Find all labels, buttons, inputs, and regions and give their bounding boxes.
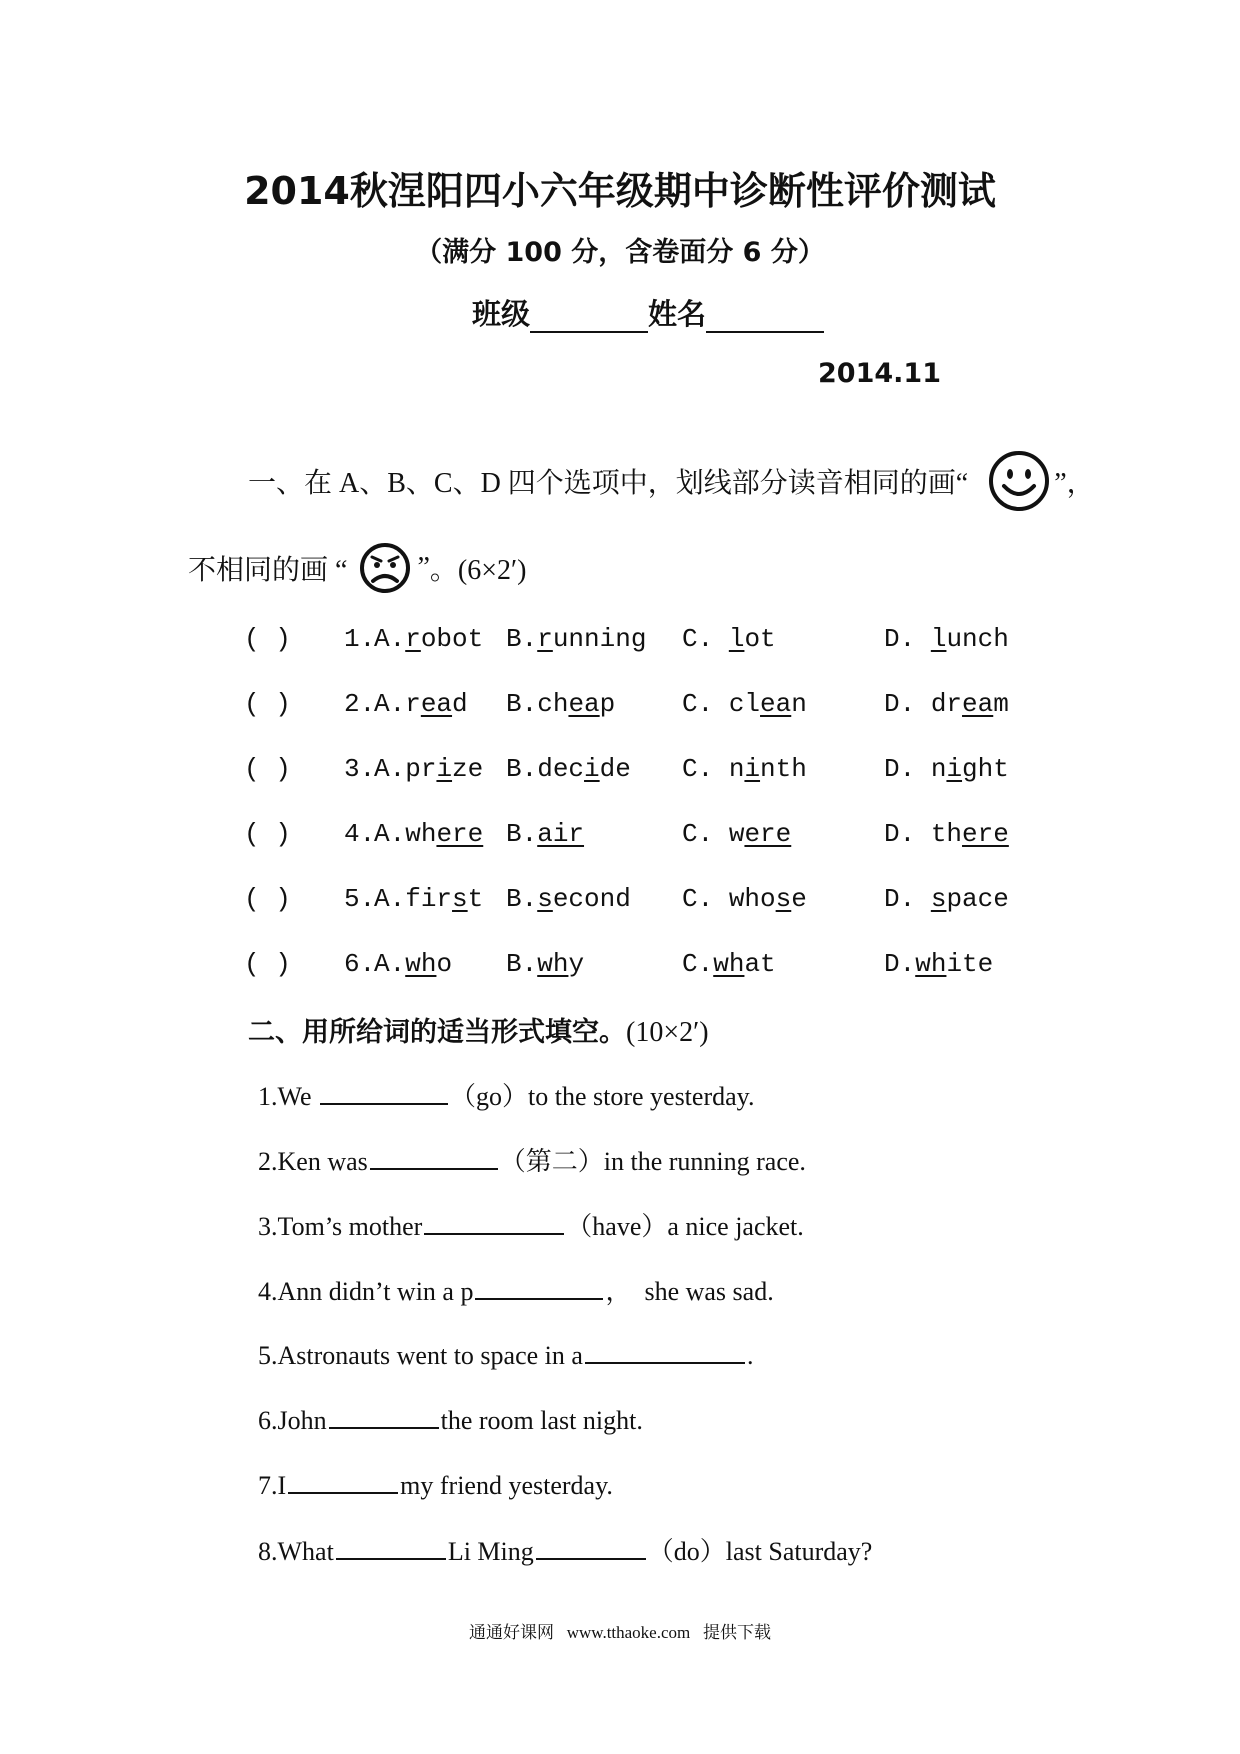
fill-blank-item: 4.Ann didn’t win a p ， she was sad. [258,1271,774,1308]
option-b: B.air [506,819,585,849]
option-b: B.why [506,949,585,979]
option-a: A.where [374,819,484,849]
smiley-face-icon [986,448,1052,514]
answer-blank[interactable] [288,1466,398,1494]
answer-blank[interactable] [585,1336,745,1364]
section2-title-text: 二、用所给词的适当形式填空。 [248,1017,626,1048]
question-number: 4. [344,819,376,849]
class-label: 班级 [472,297,531,331]
fill-blank-item: 6.John the room last night. [258,1401,643,1436]
class-blank[interactable] [530,301,648,333]
option-d: D. space [884,884,1009,914]
option-c: C. whose [682,884,807,914]
option-c: C. were [682,819,792,849]
answer-blank[interactable] [370,1142,498,1170]
frowning-face-icon [357,540,413,596]
exam-date: 2014.11 [818,358,941,389]
option-c: C. ninth [682,754,807,784]
answer-blank[interactable] [320,1077,448,1105]
question-number: 3. [344,754,376,784]
answer-blank[interactable] [475,1272,603,1300]
name-label: 姓名 [648,297,707,331]
option-a: A.prize [374,754,484,784]
answer-paren[interactable]: ( ) [244,624,291,654]
option-c: C. clean [682,689,807,719]
option-b: B.cheap [506,689,616,719]
section1-points: 。(6×2′) [429,555,527,586]
answer-paren[interactable]: ( ) [244,949,291,979]
exam-subtitle: （满分 100 分，含卷面分 6 分） [415,237,825,268]
option-d: D. dream [884,689,1009,719]
answer-paren[interactable]: ( ) [244,754,291,784]
question-number: 1. [344,624,376,654]
fill-blank-item: 5.Astronauts went to space in a . [258,1336,753,1371]
option-a: A.robot [374,624,484,654]
section1-instruction-text2: 不相同的画 “ [188,555,348,586]
section1-instruction-close: ”， [1054,468,1095,499]
fill-blank-item: 3.Tom’s mother （have）a nice jacket. [258,1206,804,1243]
option-a: A.first [374,884,484,914]
page-footer: 通通好课网 www.tthaoke.com 提供下载 [468,1623,772,1642]
section1-instruction-text: 一、在 A、B、C、D 四个选项中，划线部分读音相同的画“ [248,468,969,499]
exam-title: 2014秋涅阳四小六年级期中诊断性评价测试 [244,169,996,213]
option-d: D. lunch [884,624,1009,654]
option-b: B.second [506,884,631,914]
section2-points: (10×2′) [626,1017,709,1048]
section2-title [248,1010,709,1049]
section1-instruction-line1 [248,448,1095,514]
fill-blank-item: 7.I my friend yesterday. [258,1466,613,1501]
option-c: C. lot [682,624,776,654]
option-d: D. night [884,754,1009,784]
option-b: B.decide [506,754,631,784]
question-number: 6. [344,949,376,979]
answer-blank[interactable] [336,1532,446,1560]
answer-paren[interactable]: ( ) [244,689,291,719]
option-b: B.running [506,624,647,654]
section1-instruction-close2: ” [417,552,430,583]
answer-blank[interactable] [329,1401,439,1429]
section1-instruction-line2 [188,540,526,596]
answer-paren[interactable]: ( ) [244,884,291,914]
fill-blank-item: 8.What Li Ming （do）last Saturday? [258,1531,872,1568]
class-name-line [472,292,824,333]
name-blank[interactable] [706,301,824,333]
option-d: D. there [884,819,1009,849]
answer-blank[interactable] [424,1207,564,1235]
fill-blank-item: 1.We （go）to the store yesterday. [258,1076,754,1113]
question-number: 2. [344,689,376,719]
question-number: 5. [344,884,376,914]
option-d: D.white [884,949,994,979]
option-a: A.read [374,689,468,719]
answer-paren[interactable]: ( ) [244,819,291,849]
option-a: A.who [374,949,453,979]
answer-blank[interactable] [536,1532,646,1560]
option-c: C.what [682,949,776,979]
fill-blank-item: 2.Ken was （第二）in the running race. [258,1141,806,1178]
